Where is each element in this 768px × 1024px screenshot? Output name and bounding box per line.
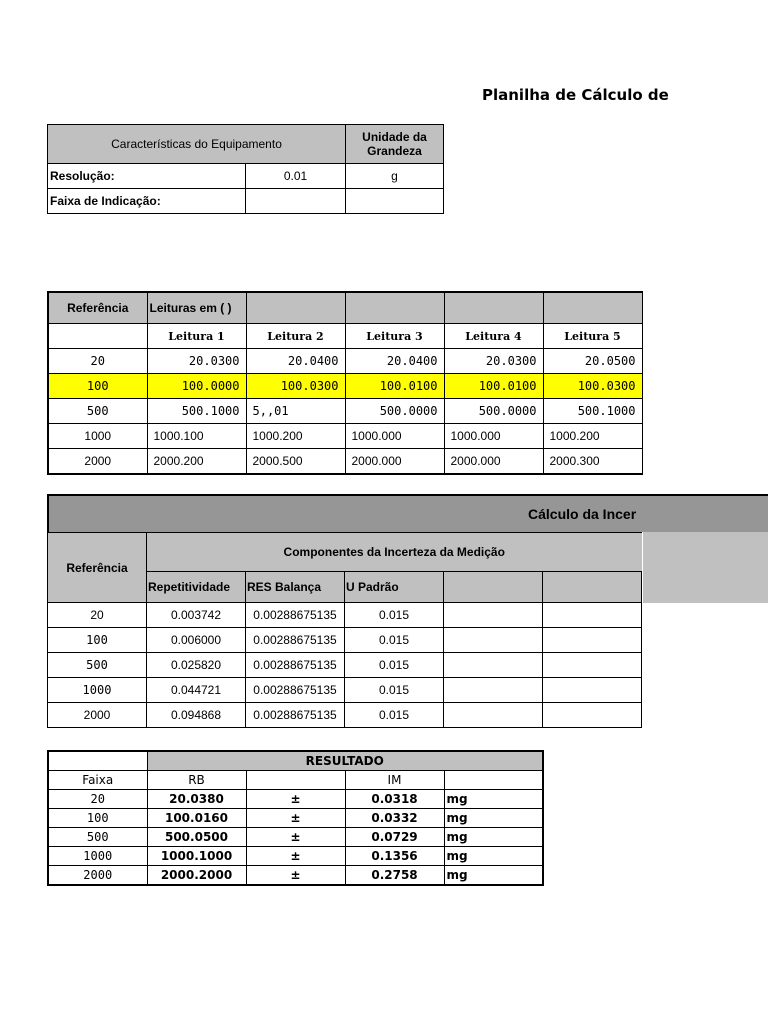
reference-cell[interactable]: 2000 xyxy=(48,449,147,475)
readings-table xyxy=(47,291,643,475)
equipment-row xyxy=(48,189,444,214)
component-cell[interactable]: 0.025820 xyxy=(147,653,246,678)
component-cell[interactable]: 0.094868 xyxy=(147,703,246,728)
equipment-label: Faixa de Indicação: xyxy=(48,189,246,214)
table-row xyxy=(48,424,642,449)
table-row xyxy=(48,628,642,653)
faixa-header: Faixa xyxy=(48,771,147,790)
reading-cell[interactable]: 2000.200 xyxy=(147,449,246,475)
reading-cell[interactable]: 100.0100 xyxy=(345,374,444,399)
reading-cell[interactable]: 20.0400 xyxy=(246,349,345,374)
equipment-value[interactable]: 0.01 xyxy=(246,164,346,189)
column-header: Leitura 5 xyxy=(543,324,642,349)
result-table xyxy=(47,750,544,886)
reference-cell[interactable]: 2000 xyxy=(48,703,147,728)
plus-minus-cell[interactable]: ± xyxy=(246,847,345,866)
uncertainty-table xyxy=(47,532,642,728)
reading-cell[interactable]: 1000.000 xyxy=(345,424,444,449)
im-header: IM xyxy=(345,771,444,790)
plus-minus-cell[interactable]: ± xyxy=(246,790,345,809)
faixa-cell[interactable]: 500 xyxy=(48,828,147,847)
component-cell[interactable] xyxy=(444,703,543,728)
component-cell[interactable]: 0.044721 xyxy=(147,678,246,703)
component-cell[interactable]: 0.015 xyxy=(345,603,444,628)
rb-cell[interactable]: 2000.2000 xyxy=(147,866,246,886)
table-row xyxy=(48,790,543,809)
plus-minus-cell[interactable]: ± xyxy=(246,828,345,847)
column-header: RES Balança xyxy=(246,572,345,603)
table-row xyxy=(48,678,642,703)
reading-cell[interactable]: 100.0000 xyxy=(147,374,246,399)
component-cell[interactable]: 0.015 xyxy=(345,678,444,703)
reading-cell[interactable]: 100.0300 xyxy=(246,374,345,399)
table-row xyxy=(48,449,642,475)
page-title: Planilha de Cálculo de xyxy=(482,86,669,104)
equipment-header: Características do Equipamento xyxy=(48,125,346,164)
unit-cell[interactable]: mg xyxy=(444,809,543,828)
column-header: Leitura 4 xyxy=(444,324,543,349)
component-cell[interactable]: 0.00288675135 xyxy=(246,603,345,628)
component-cell[interactable]: 0.006000 xyxy=(147,628,246,653)
table-row xyxy=(48,399,642,424)
component-cell[interactable] xyxy=(543,678,642,703)
unit-header: Unidade da Grandeza xyxy=(346,125,444,164)
reading-cell[interactable]: 100.0100 xyxy=(444,374,543,399)
unit-cell[interactable]: mg xyxy=(444,790,543,809)
reading-cell[interactable]: 2000.000 xyxy=(345,449,444,475)
faixa-cell[interactable]: 100 xyxy=(48,809,147,828)
reading-cell[interactable]: 20.0400 xyxy=(345,349,444,374)
equipment-value[interactable] xyxy=(246,189,346,214)
table-row xyxy=(48,866,543,886)
component-cell[interactable] xyxy=(444,678,543,703)
column-header: Repetitividade xyxy=(147,572,246,603)
table-row xyxy=(48,828,543,847)
rb-cell[interactable]: 100.0160 xyxy=(147,809,246,828)
rb-cell[interactable]: 20.0380 xyxy=(147,790,246,809)
reference-header: Referência xyxy=(48,533,147,603)
component-cell[interactable] xyxy=(543,653,642,678)
reading-cell[interactable]: 1000.000 xyxy=(444,424,543,449)
component-cell[interactable]: 0.00288675135 xyxy=(246,628,345,653)
column-header: Leitura 2 xyxy=(246,324,345,349)
reading-cell[interactable]: 500.1000 xyxy=(543,399,642,424)
plus-minus-cell[interactable]: ± xyxy=(246,809,345,828)
rb-cell[interactable]: 500.0500 xyxy=(147,828,246,847)
unit-cell[interactable]: mg xyxy=(444,866,543,886)
component-cell[interactable]: 0.00288675135 xyxy=(246,653,345,678)
component-cell[interactable]: 0.00288675135 xyxy=(246,678,345,703)
reference-cell[interactable]: 20 xyxy=(48,349,147,374)
component-cell[interactable] xyxy=(543,703,642,728)
im-cell[interactable]: 0.0332 xyxy=(345,809,444,828)
component-cell[interactable] xyxy=(543,628,642,653)
component-cell[interactable] xyxy=(543,603,642,628)
reading-cell[interactable]: 1000.100 xyxy=(147,424,246,449)
reading-cell[interactable]: 20.0500 xyxy=(543,349,642,374)
reference-cell[interactable]: 500 xyxy=(48,399,147,424)
column-header: Leitura 1 xyxy=(147,324,246,349)
uncertainty-title: Cálculo da Incer xyxy=(528,506,637,522)
component-cell[interactable]: 0.015 xyxy=(345,703,444,728)
components-header: Componentes da Incerteza da Medição xyxy=(147,533,642,572)
table-row xyxy=(48,703,642,728)
equipment-label: Resolução: xyxy=(48,164,246,189)
plus-minus-cell[interactable]: ± xyxy=(246,866,345,886)
table-row xyxy=(48,349,642,374)
reference-cell[interactable]: 100 xyxy=(48,628,147,653)
reference-header: Referência xyxy=(48,292,147,324)
equipment-table xyxy=(47,124,444,214)
reading-cell[interactable]: 20.0300 xyxy=(444,349,543,374)
uncertainty-title-band xyxy=(47,494,768,532)
reading-cell[interactable]: 500.0000 xyxy=(444,399,543,424)
rb-cell[interactable]: 1000.1000 xyxy=(147,847,246,866)
reference-cell[interactable]: 20 xyxy=(48,603,147,628)
reading-cell[interactable]: 1000.200 xyxy=(246,424,345,449)
column-header: Leitura 3 xyxy=(345,324,444,349)
result-title: RESULTADO xyxy=(147,751,543,771)
reading-cell[interactable]: 20.0300 xyxy=(147,349,246,374)
component-cell[interactable]: 0.015 xyxy=(345,628,444,653)
column-header: U Padrão xyxy=(345,572,444,603)
component-cell[interactable] xyxy=(444,653,543,678)
reference-cell[interactable]: 500 xyxy=(48,653,147,678)
im-cell[interactable]: 0.0729 xyxy=(345,828,444,847)
reference-cell[interactable]: 100 xyxy=(48,374,147,399)
reading-cell[interactable]: 500.1000 xyxy=(147,399,246,424)
component-cell[interactable]: 0.015 xyxy=(345,653,444,678)
table-row xyxy=(48,603,642,628)
table-row xyxy=(48,653,642,678)
reading-cell[interactable]: 100.0300 xyxy=(543,374,642,399)
rb-header: RB xyxy=(147,771,246,790)
reading-cell[interactable]: 1000.200 xyxy=(543,424,642,449)
unit-cell[interactable]: mg xyxy=(444,828,543,847)
component-cell[interactable]: 0.003742 xyxy=(147,603,246,628)
reference-cell[interactable]: 1000 xyxy=(48,424,147,449)
component-cell[interactable]: 0.00288675135 xyxy=(246,703,345,728)
component-cell[interactable] xyxy=(444,628,543,653)
uncertainty-side-fill xyxy=(643,532,768,603)
reference-cell[interactable]: 1000 xyxy=(48,678,147,703)
equipment-unit[interactable] xyxy=(346,189,444,214)
im-cell[interactable]: 0.0318 xyxy=(345,790,444,809)
faixa-cell[interactable]: 1000 xyxy=(48,847,147,866)
im-cell[interactable]: 0.1356 xyxy=(345,847,444,866)
reading-cell[interactable]: 2000.300 xyxy=(543,449,642,475)
reading-cell[interactable]: 2000.500 xyxy=(246,449,345,475)
reading-cell[interactable]: 2000.000 xyxy=(444,449,543,475)
table-row xyxy=(48,847,543,866)
reading-cell[interactable]: 5,,01 xyxy=(246,399,345,424)
reading-cell[interactable]: 500.0000 xyxy=(345,399,444,424)
table-row-highlighted xyxy=(48,374,642,399)
component-cell[interactable] xyxy=(444,603,543,628)
faixa-cell[interactable]: 20 xyxy=(48,790,147,809)
unit-cell[interactable]: mg xyxy=(444,847,543,866)
equipment-row xyxy=(48,164,444,189)
table-row xyxy=(48,809,543,828)
faixa-cell[interactable]: 2000 xyxy=(48,866,147,886)
equipment-unit[interactable]: g xyxy=(346,164,444,189)
im-cell[interactable]: 0.2758 xyxy=(345,866,444,886)
readings-unit-header: Leituras em ( ) xyxy=(147,292,246,324)
